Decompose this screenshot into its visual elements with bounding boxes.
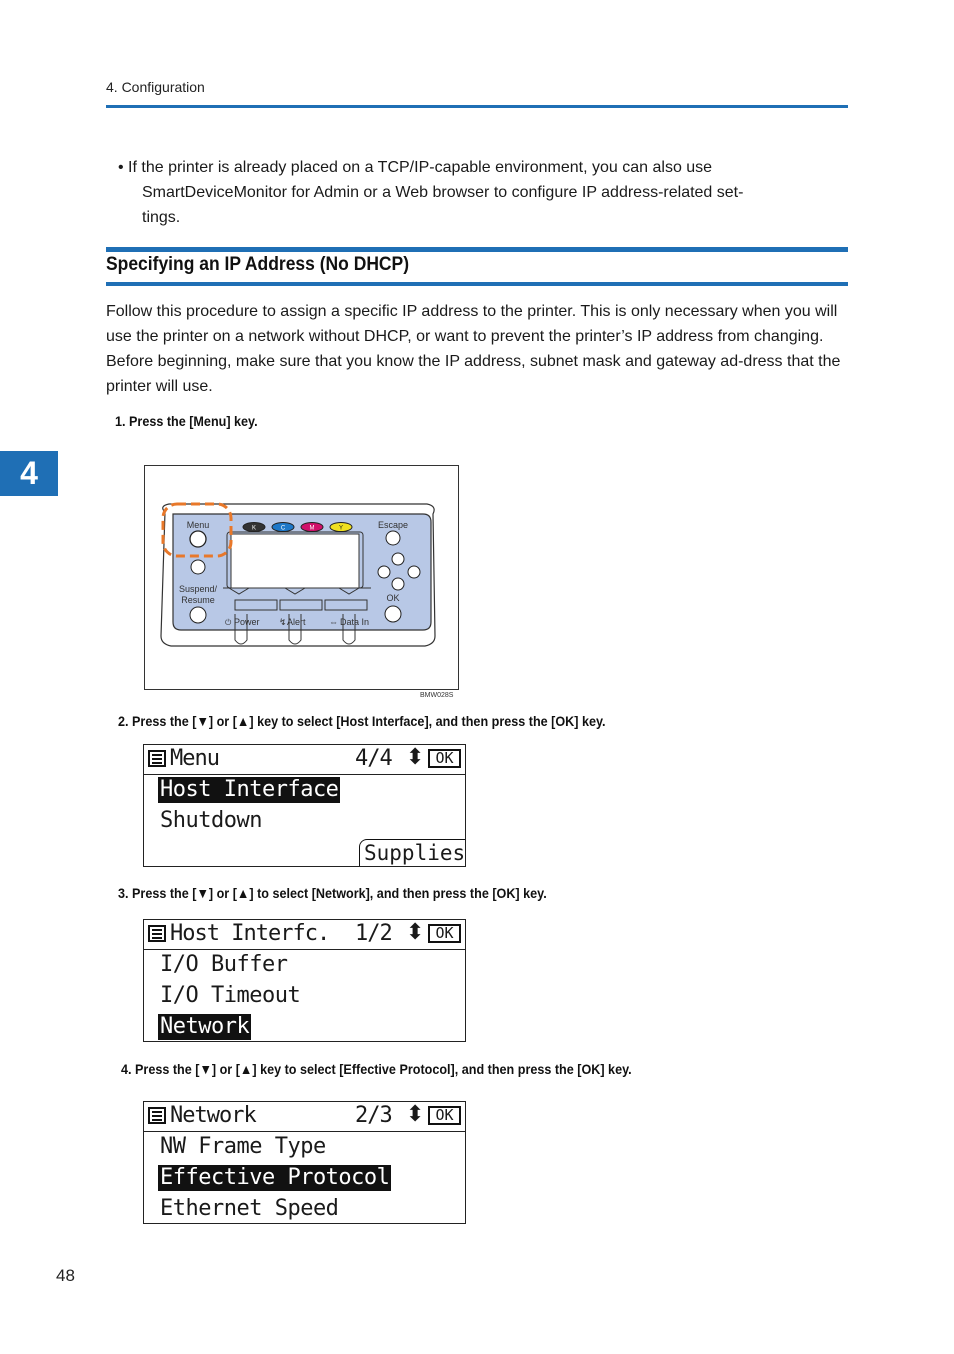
svg-text:Data In: Data In <box>340 617 370 627</box>
menu-key-label: Menu <box>186 520 210 530</box>
lcd-row: Shutdown <box>160 808 262 833</box>
right-key <box>408 566 420 578</box>
svg-text:⇔: ⇔ <box>329 617 338 627</box>
running-header: 4. Configuration <box>106 79 205 95</box>
left-key <box>378 566 390 578</box>
note-line-3: tings. <box>142 209 181 226</box>
lcd-row-selected: Network <box>160 1014 250 1039</box>
menu-list-icon <box>148 1107 166 1124</box>
menu-key <box>190 531 206 547</box>
lcd-title-bar <box>144 745 465 775</box>
up-arrow-icon: ▲ <box>236 885 250 901</box>
step-4: 4. Press the [▼] or [▲] key to select [Effective Protocol], and then press the [OK] key. <box>121 1061 632 1077</box>
up-arrow-icon: ▲ <box>236 713 250 729</box>
lcd-row-selected: Host Interface <box>160 777 339 802</box>
page-number: 48 <box>56 1266 75 1285</box>
lcd-window <box>231 534 359 588</box>
lcd-row: NW Frame Type <box>160 1134 326 1159</box>
scroll-updown-icon: ⬍ <box>406 920 425 945</box>
note-bullet <box>118 155 798 230</box>
control-panel-figure <box>144 465 459 690</box>
note-line-2: SmartDeviceMonitor for Admin or a Web browser to configure IP address-related set- <box>142 184 744 201</box>
lcd-title: Host Interfc. <box>170 921 330 946</box>
lcd-title: Menu <box>170 746 219 771</box>
svg-text:OK: OK <box>386 593 400 603</box>
svg-text:K: K <box>251 525 257 532</box>
section-title: Specifying an IP Address (No DHCP) <box>106 254 410 275</box>
down-key <box>392 578 404 590</box>
svg-text:↯: ↯ <box>279 617 287 627</box>
lcd-screen-host-interface <box>143 919 466 1042</box>
chapter-tab: 4 <box>0 451 58 496</box>
lcd-row: I/O Buffer <box>160 952 288 977</box>
lcd-title-bar <box>144 920 465 950</box>
intro-paragraph: Follow this procedure to assign a specific IP address to the printer. This is only necessary when you will use the printer on a network without DHCP, or want to prevent the printer’s IP address from changing. Before beginning, make sure that you know the IP address, subnet mask and gateway ad-dress that the printer will use. <box>106 303 841 395</box>
header-rule <box>106 105 848 108</box>
lcd-page-indicator: 4/4 <box>355 746 392 771</box>
lcd-screen-network <box>143 1101 466 1224</box>
up-key <box>392 553 404 565</box>
lcd-row: I/O Timeout <box>160 983 301 1008</box>
up-arrow-icon: ▲ <box>239 1061 253 1077</box>
ok-softkey: OK <box>428 1106 461 1125</box>
down-arrow-icon: ▼ <box>199 1061 212 1077</box>
down-arrow-icon: ▼ <box>196 885 209 901</box>
scroll-updown-icon: ⬍ <box>406 1102 425 1127</box>
lcd-row-selected: Effective Protocol <box>160 1165 390 1190</box>
lcd-screen-menu <box>143 744 466 867</box>
lcd-page-indicator: 2/3 <box>355 1103 392 1128</box>
step-2: 2. Press the [▼] or [▲] key to select [Host Interface], and then press the [OK] key. <box>118 713 606 729</box>
svg-text:Power: Power <box>234 617 260 627</box>
supplies-softkey: Supplies <box>359 839 465 866</box>
note-line-1: • If the printer is already placed on a TCP/IP-capable environment, you can also use <box>118 159 713 176</box>
svg-text:Suspend/: Suspend/ <box>178 584 218 594</box>
section-rule-top <box>106 247 848 252</box>
menu-list-icon <box>148 750 166 767</box>
svg-text:⏻: ⏻ <box>225 618 232 627</box>
svg-text:Y: Y <box>338 525 344 532</box>
lcd-title: Network <box>170 1103 256 1128</box>
step-3: 3. Press the [▼] or [▲] to select [Network], and then press the [OK] key. <box>118 885 547 901</box>
escape-key <box>386 531 400 545</box>
menu-list-icon <box>148 925 166 942</box>
lcd-row: Ethernet Speed <box>160 1196 339 1221</box>
section-rule-bottom <box>106 282 848 286</box>
svg-text:Escape: Escape <box>377 520 409 530</box>
step-1: 1. Press the [Menu] key. <box>115 413 258 429</box>
ok-softkey: OK <box>428 749 461 768</box>
suspend-resume-key <box>190 607 206 623</box>
svg-text:Resume: Resume <box>181 595 215 605</box>
lcd-page-indicator: 1/2 <box>355 921 392 946</box>
ok-key <box>385 606 401 622</box>
svg-text:C: C <box>280 525 286 532</box>
down-arrow-icon: ▼ <box>196 713 209 729</box>
scroll-updown-icon: ⬍ <box>406 745 425 770</box>
lcd-title-bar <box>144 1102 465 1132</box>
svg-text:M: M <box>309 525 315 532</box>
ok-softkey: OK <box>428 924 461 943</box>
control-panel-illustration <box>145 466 458 689</box>
svg-text:Alert: Alert <box>287 617 306 627</box>
figure-code: BMW028S <box>420 692 454 699</box>
